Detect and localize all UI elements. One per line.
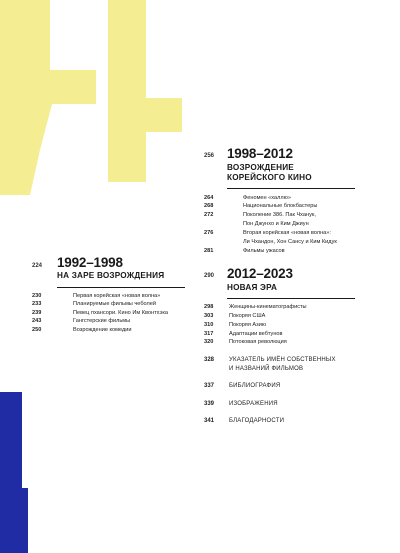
toc-entry[interactable] — [204, 195, 384, 203]
entry-title: Гангстерские фильмы — [73, 318, 131, 324]
entry-page: 276 — [204, 230, 214, 236]
entry-page: 310 — [204, 322, 214, 328]
entry-title: Певец пхансори. Кино Им Квонтхэка — [73, 310, 169, 316]
entry-title: Покоряя США — [229, 313, 266, 319]
entry-title: Вторая корейская «новая волна»: — [243, 230, 331, 236]
blue-bar-decoration-small — [0, 488, 28, 553]
entry-page: 239 — [32, 310, 42, 316]
entry-title: Женщины-кинематографисты — [229, 304, 307, 310]
backmatter-entry-index[interactable] — [204, 356, 384, 374]
section-subtitle: НОВАЯ ЭРА — [227, 283, 278, 292]
section-rule — [57, 287, 185, 288]
entry-page: 268 — [204, 203, 214, 209]
entry-page: 230 — [32, 293, 42, 299]
entry-page: 320 — [204, 339, 214, 345]
section-page-number: 224 — [32, 263, 43, 269]
section-years: 2012–2023 — [227, 266, 293, 281]
entry-page: 298 — [204, 304, 214, 310]
entry-page: 233 — [32, 301, 42, 307]
entry-page: 281 — [204, 248, 214, 254]
section-rule — [227, 188, 355, 189]
entry-title: БЛАГОДАРНОСТИ — [229, 418, 285, 424]
toc-entry[interactable] — [204, 304, 384, 312]
entry-title-continued: И НАЗВАНИЙ ФИЛЬМОВ — [229, 366, 304, 372]
entry-title: Национальные блокбастеры — [243, 203, 318, 209]
section-subtitle: НА ЗАРЕ ВОЗРОЖДЕНИЯ — [57, 271, 165, 280]
section-years: 1998–2012 — [227, 146, 293, 161]
toc-entry[interactable] — [32, 318, 192, 326]
entry-page: 337 — [204, 383, 215, 389]
entry-title: Фильмы ужасов — [243, 248, 285, 254]
entry-title: Планируемые фильмы чеболей — [73, 301, 157, 307]
toc-entry[interactable] — [32, 310, 192, 318]
entry-page: 317 — [204, 331, 214, 337]
toc-entry[interactable] — [204, 248, 384, 256]
entry-title-continued: Пон Джунхо и Ким Джиун — [243, 221, 309, 227]
section-page-number: 256 — [204, 153, 215, 159]
entry-title: Феномен «халлю» — [243, 195, 291, 201]
entry-page: 328 — [204, 357, 215, 363]
toc-entry[interactable] — [32, 301, 192, 309]
entry-title: Поколение 386. Пак Чханук, — [243, 212, 316, 218]
backmatter-entry-images[interactable] — [204, 400, 384, 409]
entry-page: 272 — [204, 212, 214, 218]
entry-page: 243 — [32, 318, 42, 324]
backmatter-entry-bibliography[interactable] — [204, 382, 384, 391]
toc-entry[interactable] — [204, 331, 384, 339]
backmatter-entry-acknowledgements[interactable] — [204, 417, 384, 426]
toc-entry[interactable] — [32, 327, 192, 335]
toc-entry[interactable] — [204, 203, 384, 211]
toc-entry[interactable] — [204, 339, 384, 347]
entry-page: 264 — [204, 195, 214, 201]
toc-entry[interactable] — [32, 293, 192, 301]
entry-title: Возрождение комедии — [73, 327, 132, 333]
entry-title: БИБЛИОГРАФИЯ — [229, 383, 281, 389]
entry-title: ИЗОБРАЖЕНИЯ — [229, 401, 278, 407]
section-rule — [227, 298, 355, 299]
yellow-glyph-decoration — [0, 0, 200, 210]
entry-page: 339 — [204, 401, 215, 407]
entry-page: 303 — [204, 313, 214, 319]
section-page-number: 290 — [204, 273, 215, 279]
section-years: 1992–1998 — [57, 255, 123, 270]
entry-title: УКАЗАТЕЛЬ ИМЁН СОБСТВЕННЫХ — [229, 357, 336, 363]
entry-title: Адаптации вебтунов — [229, 331, 283, 337]
toc-entry[interactable] — [204, 313, 384, 321]
toc-entry[interactable] — [204, 322, 384, 330]
entry-title-continued: Ли Чхандон, Хон Сансу и Ким Кидук — [243, 239, 337, 245]
entry-page: 250 — [32, 327, 42, 333]
entry-page: 341 — [204, 418, 215, 424]
section-subtitle: ВОЗРОЖДЕНИЕ — [227, 163, 294, 172]
toc-entry[interactable] — [204, 212, 384, 228]
entry-title: Первая корейская «новая волна» — [73, 293, 161, 299]
section-subtitle: КОРЕЙСКОГО КИНО — [227, 173, 312, 182]
entry-title: Покоряя Азию — [229, 322, 267, 328]
entry-title: Потоковая революция — [229, 339, 287, 345]
toc-entry[interactable] — [204, 230, 384, 246]
